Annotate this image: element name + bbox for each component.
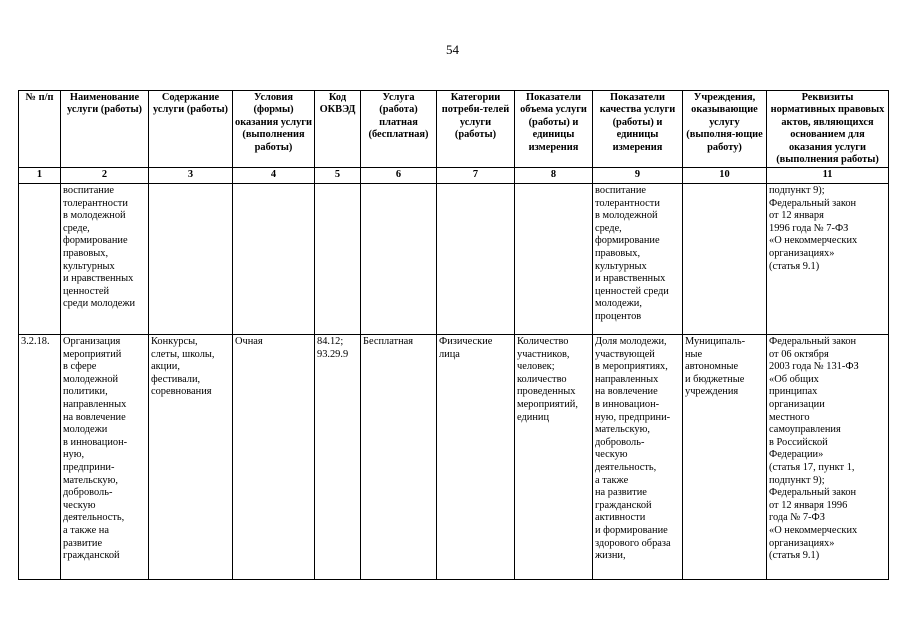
column-number: 10	[683, 168, 767, 184]
cell-conditions	[233, 184, 315, 335]
header-cell: № п/п	[19, 91, 61, 168]
cell-institutions: Муниципаль- ные автономные и бюджетные учреждения	[683, 335, 767, 580]
column-number: 11	[767, 168, 889, 184]
header-cell: Показатели качества услуги (работы) и единицы измерения	[593, 91, 683, 168]
header-row	[19, 91, 889, 168]
column-number: 9	[593, 168, 683, 184]
cell-number: 3.2.18.	[19, 335, 61, 580]
column-number: 7	[437, 168, 515, 184]
cell-consumers: Физические лица	[437, 335, 515, 580]
header-cell: Реквизиты нормативных правовых актов, являющихся основанием для оказания услуги (выполнения работы)	[767, 91, 889, 168]
cell-volume: Количество участников, человек; количество проведенных мероприятий, единиц	[515, 335, 593, 580]
table-row	[19, 184, 889, 335]
cell-okved	[315, 184, 361, 335]
column-number: 6	[361, 168, 437, 184]
cell-content: Конкурсы, слеты, школы, акции, фестивали, соревнования	[149, 335, 233, 580]
header-cell: Код ОКВЭД	[315, 91, 361, 168]
cell-quality: воспитание толерантности в молодежной среде, формирование правовых, культурных и нравственных ценностей среди молодежи, процентов	[593, 184, 683, 335]
cell-service-name: воспитание толерантности в молодежной среде, формирование правовых, культурных и нравственных ценностей среди молодежи	[61, 184, 149, 335]
table-row	[19, 335, 889, 580]
column-number: 5	[315, 168, 361, 184]
cell-legal-acts: Федеральный закон от 06 октября 2003 года № 131-ФЗ «Об общих принципах организации местного самоуправления в Российской Федерации» (статья 17, пункт 1, подпункт 9); Федеральный закон от 12 января 1996 года № 7-ФЗ «О некоммерческих организациях» (статья 9.1)	[767, 335, 889, 580]
column-number-row	[19, 168, 889, 184]
cell-service-name: Организация мероприятий в сфере молодежной политики, направленных на вовлечение молодежи в инновацион- ную, предприни- мательскую, доброволь- ческую деятельность, а также на развитие гражданской	[61, 335, 149, 580]
header-cell: Условия (формы) оказания услуги (выполнения работы)	[233, 91, 315, 168]
cell-quality: Доля молодежи, участвующей в мероприятиях, направленных на вовлечение в инновацион- ную, предприни- мательскую, доброволь- ческую деятельность, а также на развитие гражданской активности и формирование здорового образа жизни,	[593, 335, 683, 580]
cell-paid: Бесплатная	[361, 335, 437, 580]
column-number: 4	[233, 168, 315, 184]
cell-number	[19, 184, 61, 335]
header-cell: Услуга (работа) платная (бесплатная)	[361, 91, 437, 168]
header-cell: Содержание услуги (работы)	[149, 91, 233, 168]
header-cell: Учреждения, оказывающие услугу (выполня-ющие работу)	[683, 91, 767, 168]
services-table	[18, 90, 889, 580]
cell-content	[149, 184, 233, 335]
cell-volume	[515, 184, 593, 335]
column-number: 1	[19, 168, 61, 184]
header-cell: Наименование услуги (работы)	[61, 91, 149, 168]
cell-okved: 84.12; 93.29.9	[315, 335, 361, 580]
cell-paid	[361, 184, 437, 335]
cell-institutions	[683, 184, 767, 335]
cell-consumers	[437, 184, 515, 335]
column-number: 8	[515, 168, 593, 184]
column-number: 2	[61, 168, 149, 184]
page-number: 54	[446, 42, 459, 57]
header-cell: Показатели объема услуги (работы) и единицы измерения	[515, 91, 593, 168]
column-number: 3	[149, 168, 233, 184]
cell-legal-acts: подпункт 9); Федеральный закон от 12 января 1996 года № 7-ФЗ «О некоммерческих организациях» (статья 9.1)	[767, 184, 889, 335]
header-cell: Категории потреби-телей услуги (работы)	[437, 91, 515, 168]
cell-conditions: Очная	[233, 335, 315, 580]
